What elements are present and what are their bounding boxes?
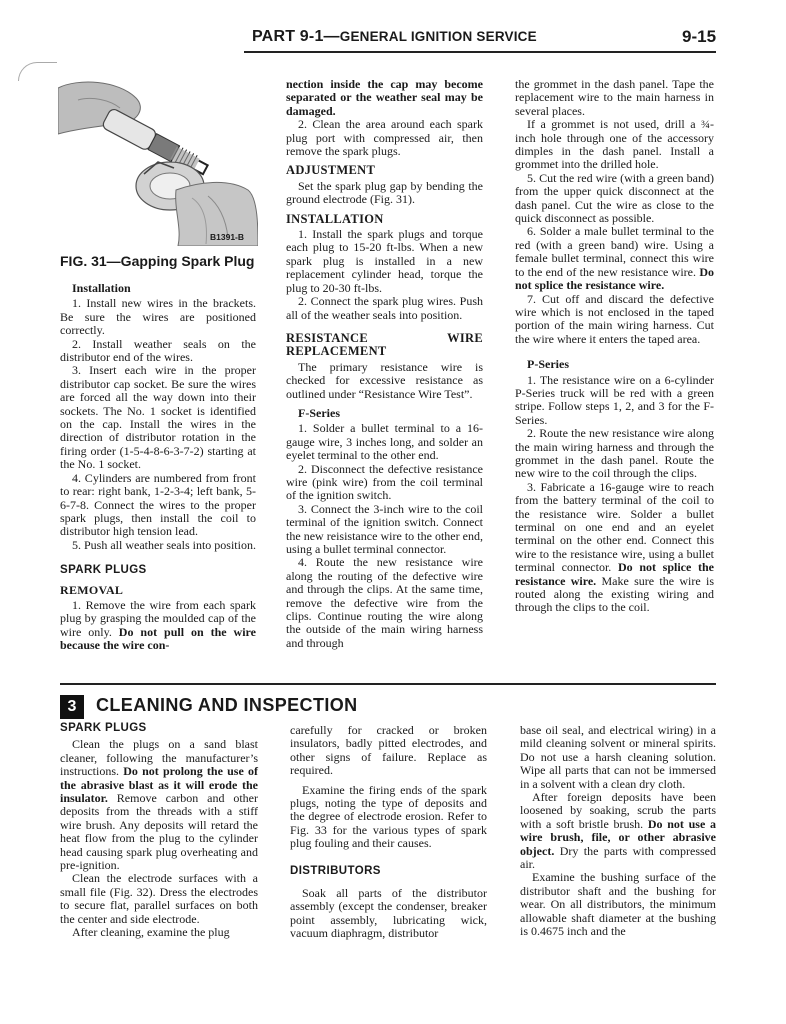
paragraph: 2. Disconnect the defective resistance wire (pink wire) from the coil terminal of the ignition switch. — [286, 461, 483, 503]
section-number-badge: 3 — [60, 695, 84, 719]
warning-text: Do not splice the resistance wire. — [515, 264, 714, 293]
paragraph: 7. Cut off and discard the defective wire which is not enclosed in the taped portion of the main wiring harness. Cut the wire where it enters the taped area. — [515, 291, 714, 346]
installation-heading: INSTALLATION — [286, 211, 384, 226]
column-4 — [60, 722, 258, 940]
paragraph — [286, 78, 483, 118]
paragraph: 2. Install weather seals on the distributor end of the wires. — [60, 336, 256, 365]
header-rule — [244, 51, 716, 53]
text-run: Clean the plugs on a sand blast cleaner, following the manufacturer’s instructions. — [60, 737, 258, 779]
spark-plugs-heading: SPARK PLUGS — [60, 564, 147, 577]
paragraph: Clean the electrode surfaces with a small file (Fig. 32). Dress the electrodes to secure flat, parallel surfaces on both the center and side electrode. — [60, 871, 258, 926]
paragraph: After cleaning, examine the plug — [72, 925, 230, 940]
paragraph: 5. Cut the red wire (with a green band) from the upper quick disconnect at the dash panel. Cut the wire as close to the quick disconnect as possible. — [515, 170, 714, 226]
paragraph: 1. Install new wires in the brackets. Be sure the wires are positioned correctly. — [60, 296, 256, 338]
resistance-wire-heading: RESISTANCE WIRE REPLACEMENT — [286, 330, 483, 359]
installation-heading: Installation — [72, 281, 131, 295]
paragraph: 1. Solder a bullet terminal to a 16-gauge wire, 3 inches long, and solder an eyelet terminal to the other end. — [286, 421, 483, 463]
warning-text: Do not prolong the use of the abrasive blast as it will erode the insulator. — [60, 764, 258, 806]
p-series-heading: P-Series — [527, 357, 569, 372]
paragraph: If a grommet is not used, drill a ¾-inch hole through one of the accessory dimples in the dash panel. Install a grommet into the drilled hole. — [515, 117, 714, 172]
paragraph: Soak all parts of the distributor assembly (except the condenser, breaker point assembly, lubricating wick, vacuum diaphragm, distributor — [290, 886, 487, 941]
paragraph — [515, 481, 714, 615]
text-run: 1. Remove the wire from each spark plug by grasping the moulded cap of the wire only. — [60, 597, 256, 639]
paragraph: 5. Push all weather seals into position. — [72, 537, 256, 552]
paragraph: Set the spark plug gap by bending the ground electrode (Fig. 31). — [286, 178, 483, 207]
paragraph — [520, 791, 716, 871]
paragraph: 1. The resistance wire on a 6-cylinder P-Series truck will be red with a green stripe. Follow steps 1, 2, and 3 for the F-Series. — [515, 372, 714, 427]
warning-text: Do not splice the resistance wire. — [515, 560, 714, 588]
warning-text: nection inside the cap may become separated or the weather seal may be damaged. — [286, 77, 483, 118]
f-series-heading: F-Series — [298, 405, 340, 420]
page-number: 9-15 — [682, 27, 717, 46]
text-run: Make sure the wire is routed along the existing wiring and through the clips to the coil. — [515, 573, 714, 615]
header-section: GENERAL IGNITION SERVICE — [339, 29, 537, 44]
paragraph: base oil seal, and electrical wiring) in a mild cleaning solvent or mineral spirits. Do not use a harsh cleaning solution. Wipe all parts that can not be immersed in a solvent with a clean dry cloth. — [520, 723, 716, 791]
column-5 — [290, 724, 487, 941]
text-run: After foreign deposits have been loosened by soaking, scrub the parts with a soft bristle brush. — [520, 790, 716, 831]
paragraph: 2. Connect the spark plug wires. Push all of the weather seals into position. — [286, 294, 483, 322]
paragraph: 2. Clean the area around each spark plug port with compressed air, then remove the spark plugs. — [286, 117, 483, 159]
paragraph: 2. Route the new resistance wire along the main wiring harness and through the grommet in the dash panel. Route the new wire to the coil through the clips. — [515, 426, 714, 481]
paragraph: 1. Install the spark plugs and torque each plug to 15-20 ft-lbs. When a new spark plug is installed in a new replacement cylinder head, torque the plug to 20-30 ft-lbs. — [286, 227, 483, 295]
section-title: CLEANING AND INSPECTION — [96, 695, 358, 715]
paragraph: Examine the firing ends of the spark plugs, noting the type of deposits and the degree of electrode erosion. Refer to Fig. 33 for the various types of spark plug fouling and their causes. — [290, 782, 487, 851]
page-header-title — [252, 28, 542, 46]
paragraph: carefully for cracked or broken insulators, badly pitted electrodes, and other signs of failure. Replace as required. — [290, 723, 487, 778]
removal-heading: REMOVAL — [60, 582, 124, 597]
section-rule — [60, 683, 716, 685]
paragraph: 4. Route the new resistance wire along the routing of the defective wire and through the clips. At the same time, remove the defective wire from the clips. Continue routing the wire along the outside of the main wiring harness and through — [286, 555, 483, 650]
paragraph — [60, 599, 256, 653]
spark-plugs-heading: SPARK PLUGS — [60, 722, 147, 734]
figure-caption: FIG. 31—Gapping Spark Plug — [60, 253, 255, 269]
paragraph: the grommet in the dash panel. Tape the replacement wire to the main harness in several places. — [515, 77, 714, 118]
paragraph: 4. Cylinders are numbered from front to rear: right bank, 1-2-3-4; left bank, 5-6-7-8. Connect the wires to the proper spark plugs, then install the coil to distributor high tension lead. — [60, 470, 256, 539]
text-run: 3. Fabricate a 16-gauge wire to reach from the battery terminal of the coil to the resistance wire. Solder a bullet terminal on one end and an eyelet terminal on the other end. Connect this wire to the resistance wire, using a bullet terminal connector. — [515, 479, 714, 575]
paragraph: 3. Connect the 3-inch wire to the coil terminal of the ignition switch. Connect the new reisistance wire to the other end, using a bullet terminal connector. — [286, 501, 483, 556]
text-run: Dry the parts with compressed air. — [520, 843, 716, 872]
column-3 — [515, 78, 714, 615]
paragraph: Examine the bushing surface of the distributor shaft and the bushing for wear. On all distributors, the minimum allowable shaft diameter at the bushing is 0.4675 inch and the — [520, 870, 716, 939]
text-run: 6. Solder a male bullet terminal to the red (with a green band) wire. Using a female bullet terminal, connect this wire to the end of the new resistance wire. — [515, 224, 714, 279]
text-run: Remove carbon and other deposits from the threads with a stiff wire brush. Any deposits will retard the heat flow from the plug to the cylinder head causing spark plug overheating and pre-ignition. — [60, 791, 259, 873]
distributors-heading: DISTRIBUTORS — [290, 864, 381, 877]
spark-plug-gauge-photo — [58, 78, 258, 246]
paragraph: The primary resistance wire is checked for excessive resistance as outlined under “Resistance Wire Test”. — [286, 359, 483, 401]
header-dash: — — [323, 28, 340, 45]
header-part: PART 9-1 — [252, 28, 324, 45]
figure-code: B1391-B — [210, 232, 245, 242]
warning-text: Do not use a wire brush, file, or other abrasive object. — [520, 816, 717, 858]
column-6 — [520, 724, 716, 939]
column-1 — [60, 282, 256, 653]
paragraph — [515, 225, 714, 292]
paragraph — [60, 738, 258, 872]
column-2 — [286, 78, 483, 650]
paragraph: 3. Insert each wire in the proper distributor cap socket. Be sure the wires are forced all the way down into their sockets. The No. 1 socket is identified on the cap. Install the wires in the direction of distributor rotation in the firing order (1-5-4-8-6-3-7-2) starting at the No. 1 socket. — [60, 363, 256, 472]
corner-mark — [18, 62, 57, 81]
adjustment-heading: ADJUSTMENT — [286, 163, 376, 178]
warning-text: Do not pull on the wire because the wire con- — [60, 624, 256, 653]
